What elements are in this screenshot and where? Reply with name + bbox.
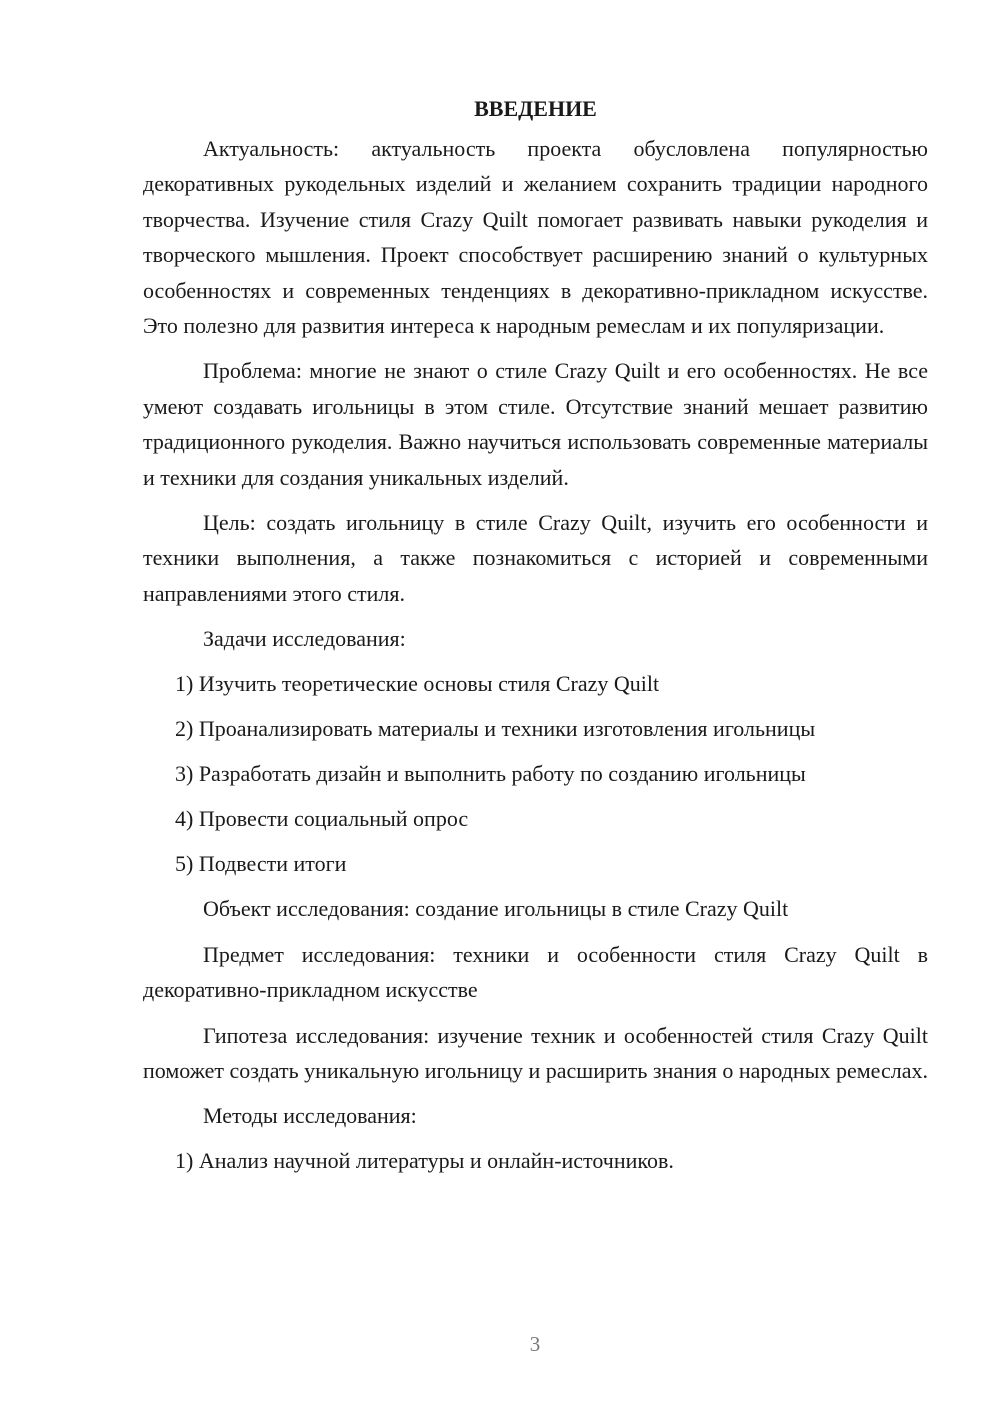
tasks-list [143, 666, 928, 881]
goal-paragraph: Цель: создать игольницу в стиле Crazy Quilt, изучить его особенности и техники выполнения, а также познакомиться с историей и современными направлениями этого стиля. [143, 510, 928, 606]
problem-paragraph: Проблема: многие не знают о стиле Crazy Quilt и его особенностях. Не все умеют создавать игольницы в этом стиле. Отсутствие знаний мешает развитию традиционного рукоделия. Важно научиться использовать современные материалы и техники для создания уникальных изделий. [143, 358, 928, 490]
task-item: 2) Проанализировать материалы и техники изготовления игольницы [175, 716, 816, 742]
document-page [143, 92, 928, 1188]
task-item: 5) Подвести итоги [175, 851, 347, 877]
relevance-paragraph: Актуальность: актуальность проекта обусловлена популярностью декоративных рукодельных изделий и желанием сохранить традиции народного творчества. Изучение стиля Crazy Quilt помогает развивать навыки рукоделия и творческого мышления. Проект способствует расширению знаний о культурных особенностях и современных тенденциях в декоративно-прикладном искусстве. Это полезно для развития интереса к народным ремеслам и их популяризации. [143, 136, 928, 339]
subject-paragraph: Предмет исследования: техники и особенности стиля Crazy Quilt в декоративно-прикладном искусстве [143, 941, 928, 1003]
hypothesis-paragraph: Гипотеза исследования: изучение техник и особенностей стиля Crazy Quilt поможет создать уникальную игольницу и расширить знания о народных ремеслах. [143, 1022, 928, 1083]
methods-list [143, 1143, 928, 1178]
tasks-heading: Задачи исследования: [203, 626, 406, 652]
task-item: 1) Изучить теоретические основы стиля Crazy Quilt [175, 671, 660, 697]
page-number: 3 [529, 1332, 541, 1356]
methods-heading: Методы исследования: [203, 1103, 417, 1129]
object-paragraph: Объект исследования: создание игольницы в стиле Crazy Quilt [203, 896, 789, 922]
method-item: 1) Анализ научной литературы и онлайн-источников. [175, 1148, 674, 1174]
task-item: 4) Провести социальный опрос [175, 806, 469, 832]
task-item: 3) Разработать дизайн и выполнить работу по созданию игольницы [175, 761, 806, 787]
section-title: ВВЕДЕНИЕ [474, 96, 597, 121]
